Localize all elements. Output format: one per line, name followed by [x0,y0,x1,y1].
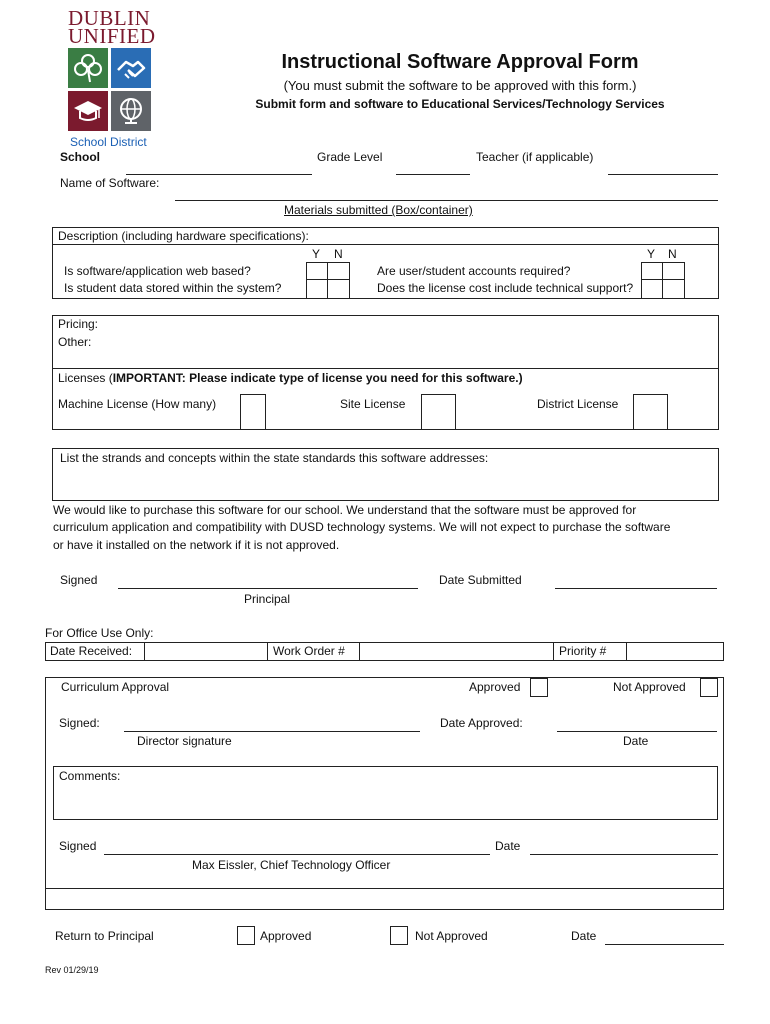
logo-line-unified: UNIFIED [68,24,156,48]
licenses-prefix: Licenses ( [58,371,113,385]
teacher-label: Teacher (if applicable) [476,150,594,164]
web-based-no-checkbox[interactable] [327,262,350,280]
date-received-label: Date Received: [50,644,133,658]
comments-box[interactable] [53,766,718,820]
licenses-label [58,371,523,385]
principal-signature-field[interactable] [118,588,418,589]
return-approved-checkbox[interactable] [237,926,255,945]
principal-signed-label: Signed [60,573,98,587]
logo-subtitle: School District [70,135,147,149]
priority-field[interactable] [626,642,724,661]
approval-section-divider [45,888,724,889]
district-license-label: District License [537,397,619,411]
other-label: Other: [58,335,92,349]
date-submitted-label: Date Submitted [439,573,522,587]
return-approved-label: Approved [260,929,312,943]
statement-line-1: We would like to purchase this software for our school. We understand that the software must be approved for [53,503,637,517]
school-label: School [60,150,101,164]
graduation-cap-icon [68,91,108,131]
question-tech-support: Does the license cost include technical support? [377,281,634,295]
return-not-approved-checkbox[interactable] [390,926,408,945]
globe-icon [111,91,151,131]
yes-header-left: Y [312,247,321,261]
comments-label: Comments: [59,769,121,783]
page-subtitle: (You must submit the software to be approved with this form.) [283,78,637,93]
cto-name-caption: Max Eissler, Chief Technology Officer [192,858,391,872]
question-student-data: Is student data stored within the system? [64,281,282,295]
cto-date-field[interactable] [530,854,718,855]
handshake-icon [111,48,151,88]
shamrock-icon [68,48,108,88]
curriculum-not-approved-label: Not Approved [613,680,686,694]
curriculum-not-approved-checkbox[interactable] [700,678,718,697]
curriculum-approval-label: Curriculum Approval [61,680,170,694]
question-web-based: Is software/application web based? [64,264,251,278]
description-label: Description (including hardware specifications): [58,229,309,243]
director-signed-label: Signed: [59,716,100,730]
page-title: Instructional Software Approval Form [281,51,639,73]
priority-label: Priority # [559,644,607,658]
director-signature-field[interactable] [124,731,420,732]
work-order-label: Work Order # [273,644,345,658]
strands-label: List the strands and concepts within the state standards this software addresses: [60,451,489,465]
director-signature-caption: Director signature [137,734,232,748]
revision-date: Rev 01/29/19 [45,965,99,975]
school-field[interactable] [126,174,312,175]
web-based-yes-checkbox[interactable] [306,262,328,280]
date-received-field[interactable] [144,642,268,661]
curriculum-approved-checkbox[interactable] [530,678,548,697]
curriculum-approved-label: Approved [469,680,521,694]
accounts-no-checkbox[interactable] [662,262,685,280]
work-order-field[interactable] [359,642,554,661]
statement-line-3: or have it installed on the network if it is not approved. [53,538,340,552]
cto-signature-field[interactable] [104,854,490,855]
support-no-checkbox[interactable] [662,279,685,299]
statement-line-2: curriculum application and compatibility with DUSD technology systems. We will not expect to purchase the software [53,520,671,534]
software-name-label: Name of Software: [60,176,160,190]
teacher-field[interactable] [608,174,718,175]
date-approved-field[interactable] [557,731,717,732]
return-date-label: Date [571,929,597,943]
submission-instruction: Submit form and software to Educational Services/Technology Services [255,97,665,111]
description-divider [52,244,719,245]
grade-level-label: Grade Level [317,150,383,164]
machine-license-field[interactable] [240,394,266,430]
support-yes-checkbox[interactable] [641,279,663,299]
licenses-important-note: IMPORTANT: Please indicate type of license you need for this software.) [112,371,523,385]
no-header-right: N [668,247,677,261]
site-license-checkbox[interactable] [421,394,456,430]
pricing-divider [52,368,719,369]
office-use-title: For Office Use Only: [45,626,154,640]
date-approved-label: Date Approved: [440,716,523,730]
question-accounts-required: Are user/student accounts required? [377,264,571,278]
logo-line-dublin: DUBLIN [68,6,151,30]
principal-caption: Principal [244,592,291,606]
district-license-checkbox[interactable] [633,394,668,430]
return-not-approved-label: Not Approved [415,929,488,943]
accounts-yes-checkbox[interactable] [641,262,663,280]
grade-level-field[interactable] [396,174,470,175]
date-approved-caption: Date [623,734,649,748]
date-submitted-field[interactable] [555,588,717,589]
no-header-left: N [334,247,343,261]
materials-submitted-label: Materials submitted (Box/container) [284,203,473,217]
site-license-label: Site License [340,397,406,411]
yes-header-right: Y [647,247,656,261]
student-data-no-checkbox[interactable] [327,279,350,299]
cto-signed-label: Signed [59,839,97,853]
software-name-field[interactable] [175,200,718,201]
student-data-yes-checkbox[interactable] [306,279,328,299]
return-date-field[interactable] [605,944,724,945]
return-to-principal-label: Return to Principal [55,929,154,943]
machine-license-label: Machine License (How many) [58,397,217,411]
cto-date-label: Date [495,839,521,853]
pricing-label: Pricing: [58,317,99,331]
